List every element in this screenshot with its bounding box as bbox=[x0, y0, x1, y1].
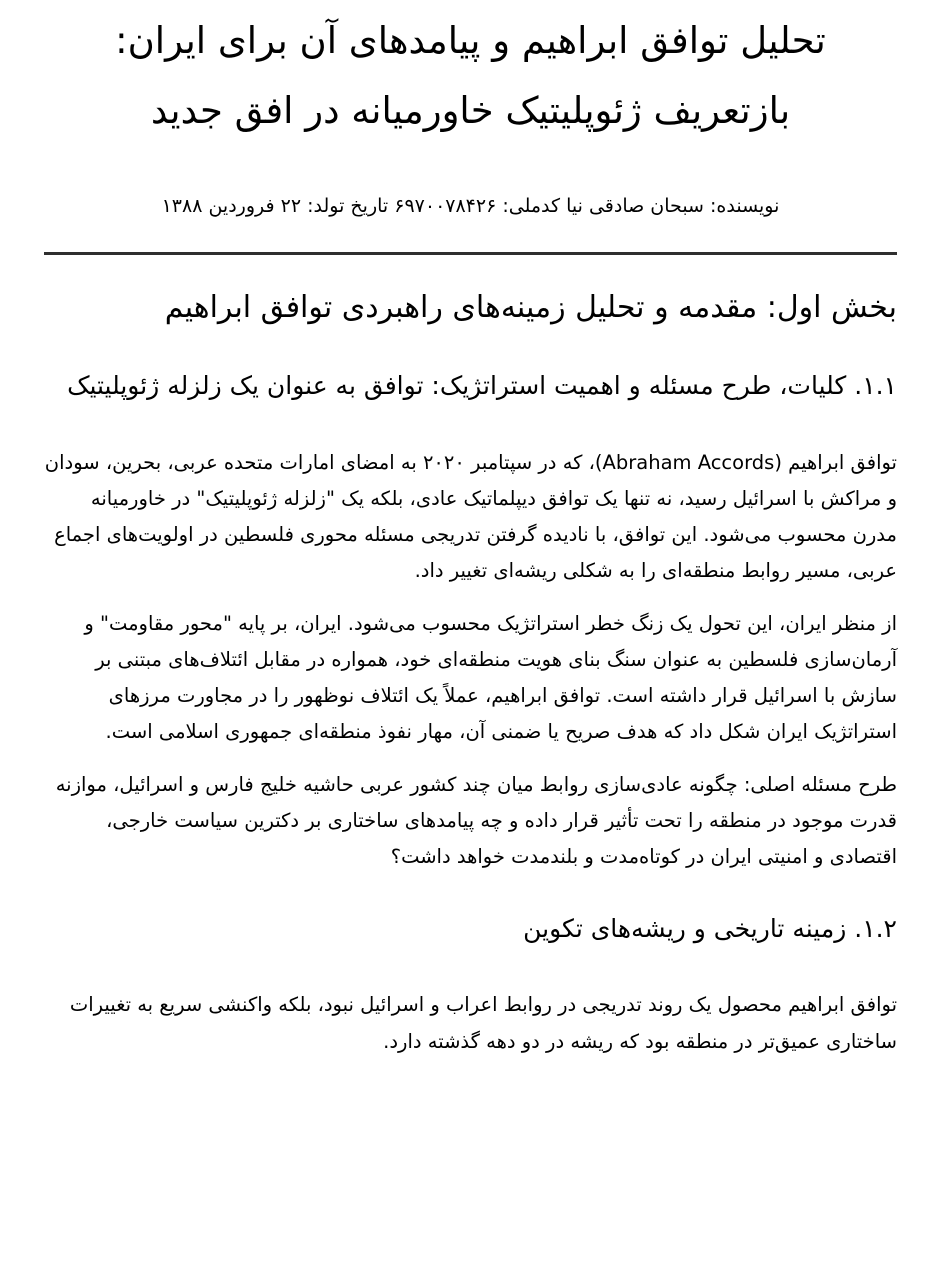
paragraph-historical-context: توافق ابراهیم محصول یک روند تدریجی در روابط اعراب و اسرائیل نبود، بلکه واکنشی سریع به تغییرات ساختاری عمیق‌تر در منطقه بود که ریشه در دو دهه گذشته دارد. bbox=[69, 993, 897, 1053]
subsection-1-1-heading: ۱.۱. کلیات، طرح مسئله و اهمیت استراتژیک: توافق به عنوان یک زلزله ژئوپلیتیک bbox=[67, 371, 897, 401]
paragraph-accords-overview: توافق ابراهیم (Abraham Accords)، که در سپتامبر ۲۰۲۰ به امضای امارات متحده عربی، بحرین، سودان و مراکش با اسرائیل رسید، نه تنها یک توافق دیپلماتیک عادی، بلکه یک "زلزله ژئوپلیتیک" در خاورمیانه مدرن محسوب می‌شود. این توافق، با نادیده گرفتن تدریجی مسئله محوری فلسطین در اولویت‌های اجماع عربی، مسیر روابط منطقه‌ای را به شکلی ریشه‌ای تغییر داد. bbox=[44, 450, 897, 582]
document-title: تحلیل توافق ابراهیم و پیامدهای آن برای ایران: بازتعریف ژئوپلیتیک خاورمیانه در افق جدید bbox=[115, 19, 826, 133]
document-body bbox=[0, 6, 941, 1282]
author-line: نویسنده: سبحان صادقی نیا کدملی: ۶۹۷۰۰۷۸۴۲۶ تاریخ تولد: ۲۲ فروردین ۱۳۸۸ bbox=[161, 194, 780, 217]
subsection-1-2-heading: ۱.۲. زمینه تاریخی و ریشه‌های تکوین bbox=[523, 914, 897, 944]
paragraph-iran-perspective: از منظر ایران، این تحول یک زنگ خطر استراتژیک محسوب می‌شود. ایران، بر پایه "محور مقاومت" و آرمان‌سازی فلسطین به عنوان سنگ بنای هویت منطقه‌ای خود، همواره در مقابل ائتلاف‌های مبتنی بر سازش با اسرائیل قرار داشته است. توافق ابراهیم، عملاً یک ائتلاف نوظهور را در مجاورت مرزهای استراتژیک ایران شکل داد که هدف صریح یا ضمنی آن، مهار نفوذ منطقه‌ای جمهوری اسلامی است. bbox=[84, 611, 897, 743]
paragraph-main-question: طرح مسئله اصلی: چگونه عادی‌سازی روابط میان چند کشور عربی حاشیه خلیج فارس و اسرائیل، موازنه قدرت موجود در منطقه را تحت تأثیر قرار داده و چه پیامدهای ساختاری بر دکترین سیاست خارجی، اقتصادی و امنیتی ایران در کوتاه‌مدت و بلندمدت خواهد داشت؟ bbox=[55, 773, 897, 869]
section-1-heading: بخش اول: مقدمه و تحلیل زمینه‌های راهبردی توافق ابراهیم bbox=[164, 289, 897, 325]
title-divider bbox=[44, 252, 897, 255]
document-page bbox=[0, 6, 941, 1282]
